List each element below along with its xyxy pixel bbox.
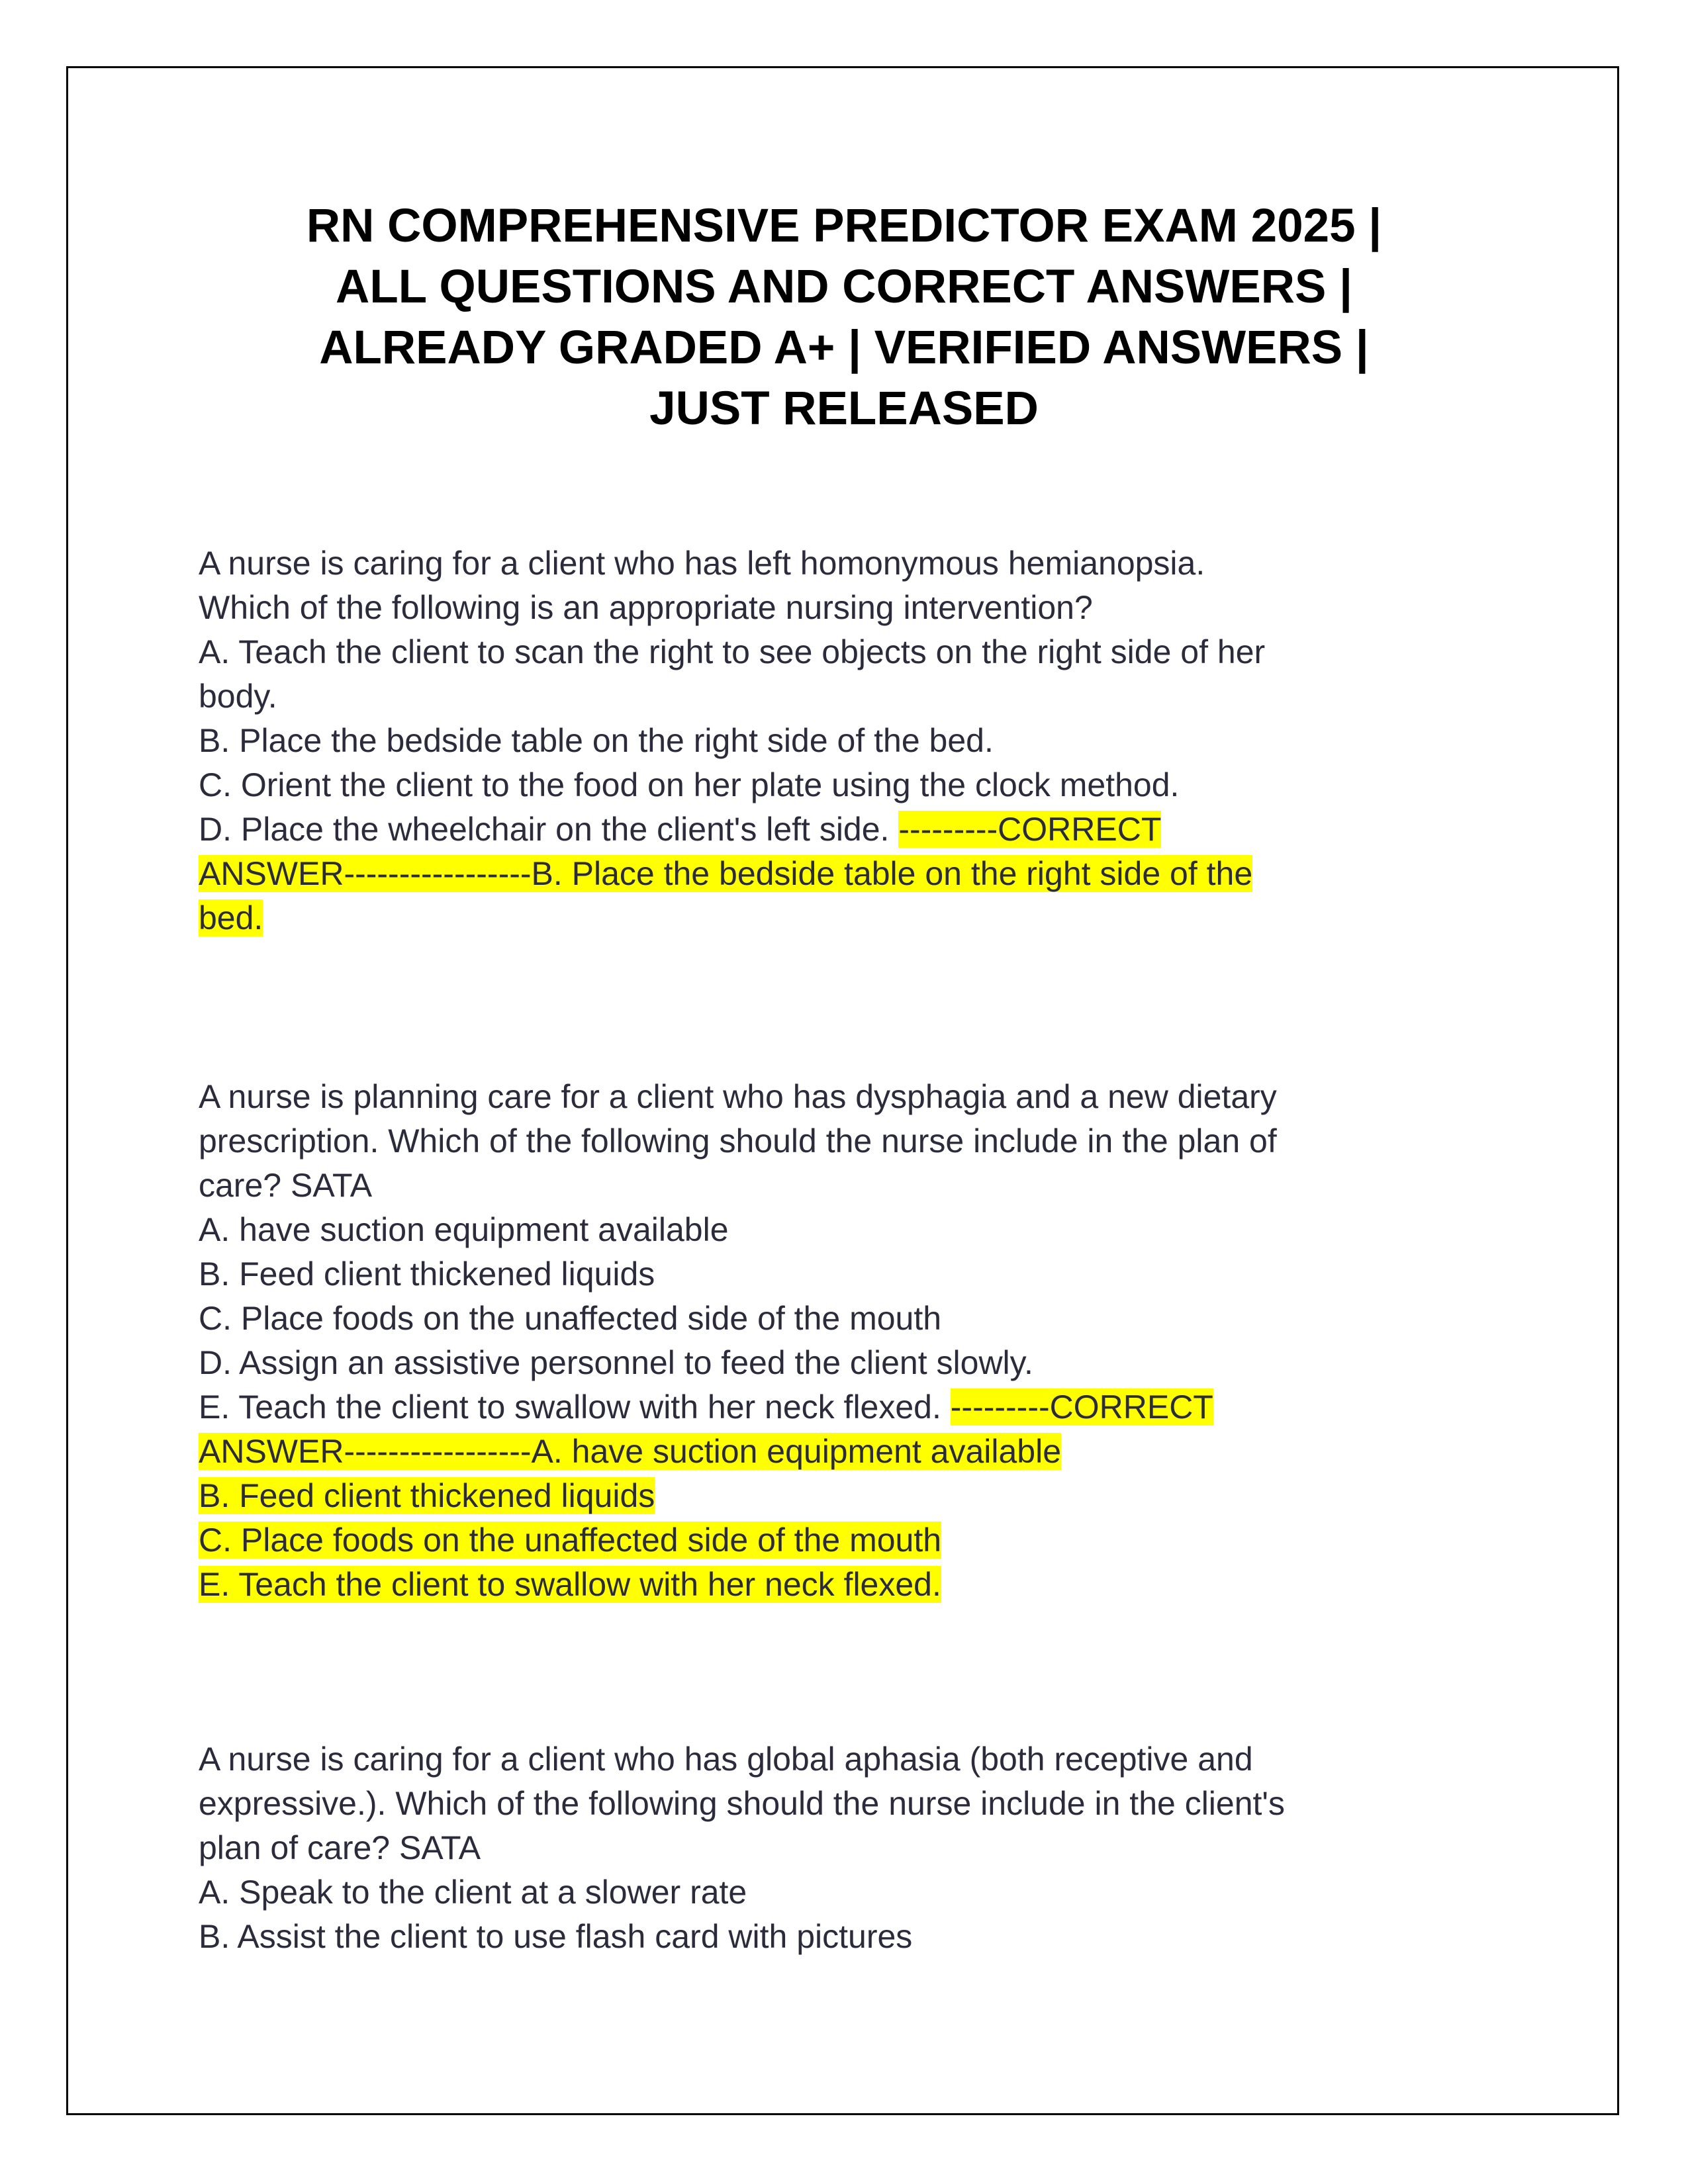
option-text: E. Teach the client to swallow with her neck flexed. [199,1388,951,1426]
option-line: B. Place the bedside table on the right side of the bed. [199,722,994,759]
question-line: prescription. Which of the following should the nurse include in the plan of [199,1122,1277,1160]
question-line: plan of care? SATA [199,1829,481,1866]
answer-line [199,852,1489,896]
question-block-2 [199,1075,1489,1607]
answer-line [199,896,1489,940]
option-line: B. Assist the client to use flash card with pictures [199,1918,913,1955]
answer-line [199,1430,1489,1474]
title-line: RN COMPREHENSIVE PREDICTOR EXAM 2025 | [306,200,1382,252]
question-block-1 [199,541,1489,940]
option-line: C. Orient the client to the food on her plate using the clock method. [199,766,1180,803]
title-line: ALREADY GRADED A+ | VERIFIED ANSWERS | [319,322,1369,374]
option-line: A. Speak to the client at a slower rate [199,1874,747,1911]
question-line: A nurse is caring for a client who has global aphasia (both receptive and [199,1741,1253,1778]
question-line: A nurse is planning care for a client who has dysphagia and a new dietary [199,1078,1277,1115]
option-line: A. Teach the client to scan the right to see objects on the right side of her [199,633,1266,670]
option-line: B. Feed client thickened liquids [199,1255,655,1293]
answer-line [199,1563,1489,1607]
option-line: D. Assign an assistive personnel to feed the client slowly. [199,1344,1033,1381]
option-line: body. [199,678,277,715]
highlighted-answer: ---------CORRECT [898,811,1162,848]
option-line-with-answer [199,1385,1489,1430]
title-line: ALL QUESTIONS AND CORRECT ANSWERS | [336,261,1352,313]
answer-line [199,1474,1489,1518]
question-block-3 [199,1737,1489,1959]
option-text: D. Place the wheelchair on the client's left side. [199,811,899,848]
option-line: A. have suction equipment available [199,1211,729,1248]
document-title [159,196,1529,439]
title-line: JUST RELEASED [649,383,1039,435]
answer-line [199,1518,1489,1563]
highlighted-answer: bed. [199,899,263,936]
highlighted-answer: ---------CORRECT [950,1388,1213,1426]
question-line: expressive.). Which of the following should the nurse include in the client's [199,1785,1285,1822]
option-line: C. Place foods on the unaffected side of the mouth [199,1300,942,1337]
question-line: care? SATA [199,1167,373,1204]
option-line-with-answer [199,807,1489,852]
highlighted-answer: ANSWER-----------------B. Place the bedside table on the right side of the [199,855,1253,892]
question-line: Which of the following is an appropriate nursing intervention? [199,589,1093,626]
highlighted-answer: C. Place foods on the unaffected side of the mouth [199,1522,942,1559]
highlighted-answer: B. Feed client thickened liquids [199,1477,655,1514]
highlighted-answer: ANSWER-----------------A. have suction equipment available [199,1433,1062,1470]
question-line: A nurse is caring for a client who has left homonymous hemianopsia. [199,545,1205,582]
highlighted-answer: E. Teach the client to swallow with her neck flexed. [199,1566,941,1603]
